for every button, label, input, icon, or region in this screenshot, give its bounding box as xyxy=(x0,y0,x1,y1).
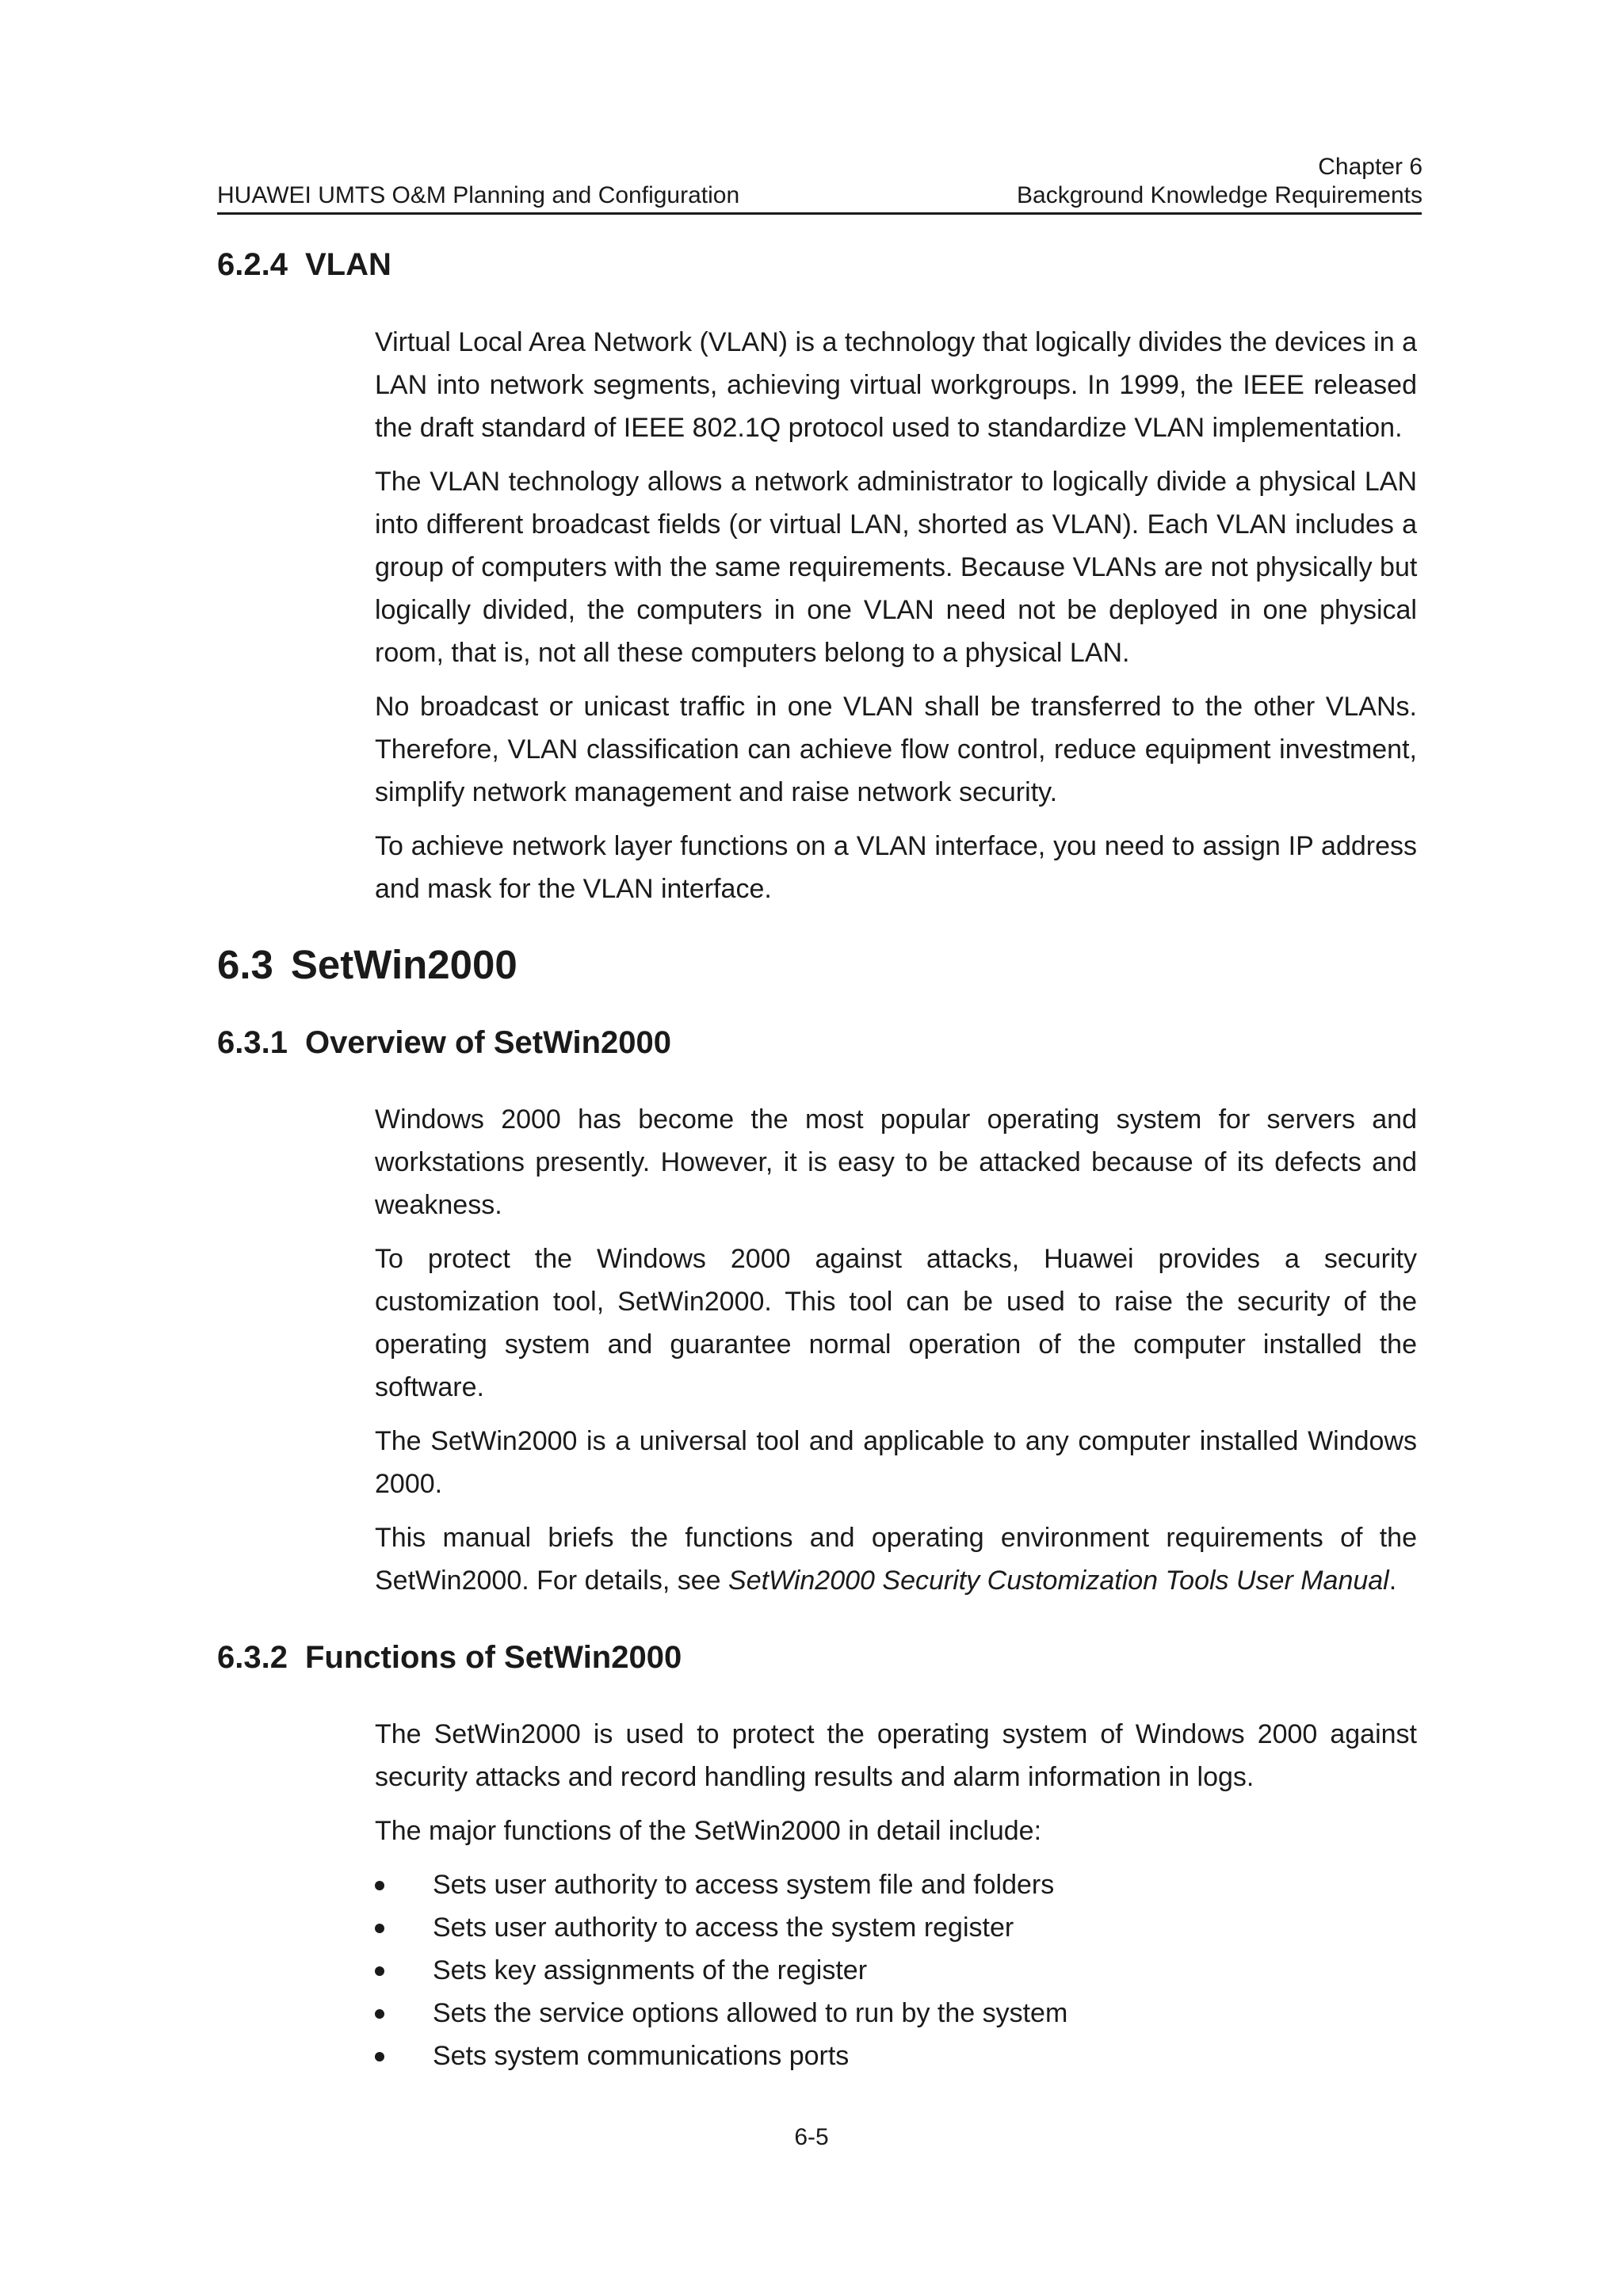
list-item-text: Sets user authority to access system file and folders xyxy=(433,1870,1055,1900)
paragraph xyxy=(375,1516,1417,1602)
bullet-icon xyxy=(375,2052,384,2061)
text-line: logically divided, the computers in one VLAN need not be deployed in one physical xyxy=(375,595,1417,625)
text-line: security attacks and record handling results and alarm information in logs. xyxy=(375,1762,1254,1792)
header-chapter: Chapter 6 xyxy=(1318,154,1423,180)
paragraph xyxy=(375,1713,1417,1798)
text-line: simplify network management and raise network security. xyxy=(375,777,1058,807)
heading-6-3 xyxy=(217,941,517,989)
paragraph xyxy=(375,825,1417,910)
heading-number: 6.3.1 xyxy=(217,1025,288,1060)
manual-reference: SetWin2000 Security Customization Tools User Manual xyxy=(728,1566,1389,1596)
list-item xyxy=(375,1992,1417,2035)
paragraph xyxy=(375,1238,1417,1409)
heading-number: 6.3 xyxy=(217,942,273,987)
text-line: room, that is, not all these computers belong to a physical LAN. xyxy=(375,638,1130,668)
text-line: The VLAN technology allows a network administrator to logically divide a physical LAN xyxy=(375,467,1417,497)
list-item xyxy=(375,1863,1417,1906)
list-item-text: Sets key assignments of the register xyxy=(433,1955,868,1985)
bullet-icon xyxy=(375,2009,384,2019)
header-chapter-title: Background Knowledge Requirements xyxy=(1017,182,1423,208)
paragraph xyxy=(375,685,1417,814)
list-item xyxy=(375,2035,1417,2077)
functions-bullet-list xyxy=(375,1863,1417,2077)
text-line: The SetWin2000 is a universal tool and applicable to any computer installed Windows xyxy=(375,1426,1417,1456)
paragraph xyxy=(375,1420,1417,1505)
text-line: customization tool, SetWin2000. This tool can be used to raise the security of the xyxy=(375,1287,1417,1317)
list-item xyxy=(375,1949,1417,1992)
text-line: Therefore, VLAN classification can achieve flow control, reduce equipment investment, xyxy=(375,734,1417,765)
text-line: workstations presently. However, it is easy to be attacked because of its defects and xyxy=(375,1147,1417,1177)
text-line: the draft standard of IEEE 802.1Q protocol used to standardize VLAN implementation. xyxy=(375,413,1403,443)
list-item-text: Sets the service options allowed to run by the system xyxy=(433,1998,1068,2028)
header-manual-title: HUAWEI UMTS O&M Planning and Configuration xyxy=(217,182,740,208)
heading-title: Functions of SetWin2000 xyxy=(304,1640,682,1675)
text-line: Windows 2000 has become the most popular operating system for servers and xyxy=(375,1104,1417,1135)
text-fragment: SetWin2000. For details, see xyxy=(375,1566,729,1596)
text-line: No broadcast or unicast traffic in one VLAN shall be transferred to the other VLANs. xyxy=(375,692,1417,722)
paragraph xyxy=(375,321,1417,449)
text-line: weakness. xyxy=(375,1190,502,1220)
text-line: and mask for the VLAN interface. xyxy=(375,874,772,904)
text-line xyxy=(375,1559,1417,1602)
text-line: operating system and guarantee normal operation of the computer installed the xyxy=(375,1329,1417,1360)
text-line: Virtual Local Area Network (VLAN) is a technology that logically divides the devices in a xyxy=(375,327,1417,357)
text-line: To protect the Windows 2000 against attacks, Huawei provides a security xyxy=(375,1244,1417,1274)
heading-title: SetWin2000 xyxy=(290,942,517,987)
text-line: The major functions of the SetWin2000 in detail include: xyxy=(375,1816,1042,1846)
section-vlan-body xyxy=(375,321,1417,910)
paragraph xyxy=(375,1098,1417,1226)
paragraph xyxy=(375,1810,1417,1852)
bullet-icon xyxy=(375,1881,384,1890)
heading-title: VLAN xyxy=(304,247,391,282)
heading-6-3-1 xyxy=(217,1024,671,1062)
section-functions-body xyxy=(375,1713,1417,1852)
heading-number: 6.2.4 xyxy=(217,247,288,282)
heading-number: 6.3.2 xyxy=(217,1640,288,1675)
text-line: software. xyxy=(375,1372,484,1402)
bullet-icon xyxy=(375,1966,384,1976)
text-line: This manual briefs the functions and operating environment requirements of the xyxy=(375,1523,1417,1553)
section-overview-body xyxy=(375,1098,1417,1602)
text-line: To achieve network layer functions on a VLAN interface, you need to assign IP address xyxy=(375,831,1417,861)
header-rule xyxy=(217,212,1422,215)
list-item xyxy=(375,1906,1417,1949)
paragraph xyxy=(375,460,1417,674)
text-line: into different broadcast fields (or virtual LAN, shorted as VLAN). Each VLAN includes a xyxy=(375,509,1417,540)
heading-title: Overview of SetWin2000 xyxy=(304,1025,672,1060)
text-line: group of computers with the same requirements. Because VLANs are not physically but xyxy=(375,552,1418,582)
heading-6-2-4 xyxy=(217,246,391,284)
list-item-text: Sets user authority to access the system register xyxy=(433,1913,1014,1943)
text-line: LAN into network segments, achieving virtual workgroups. In 1999, the IEEE released xyxy=(375,370,1417,400)
text-fragment: . xyxy=(1388,1566,1397,1596)
page-number: 6-5 xyxy=(794,2124,829,2150)
text-line: The SetWin2000 is used to protect the operating system of Windows 2000 against xyxy=(375,1719,1417,1749)
bullet-icon xyxy=(375,1924,384,1933)
list-item-text: Sets system communications ports xyxy=(433,2041,850,2071)
heading-6-3-2 xyxy=(217,1638,682,1676)
text-line: 2000. xyxy=(375,1469,443,1499)
